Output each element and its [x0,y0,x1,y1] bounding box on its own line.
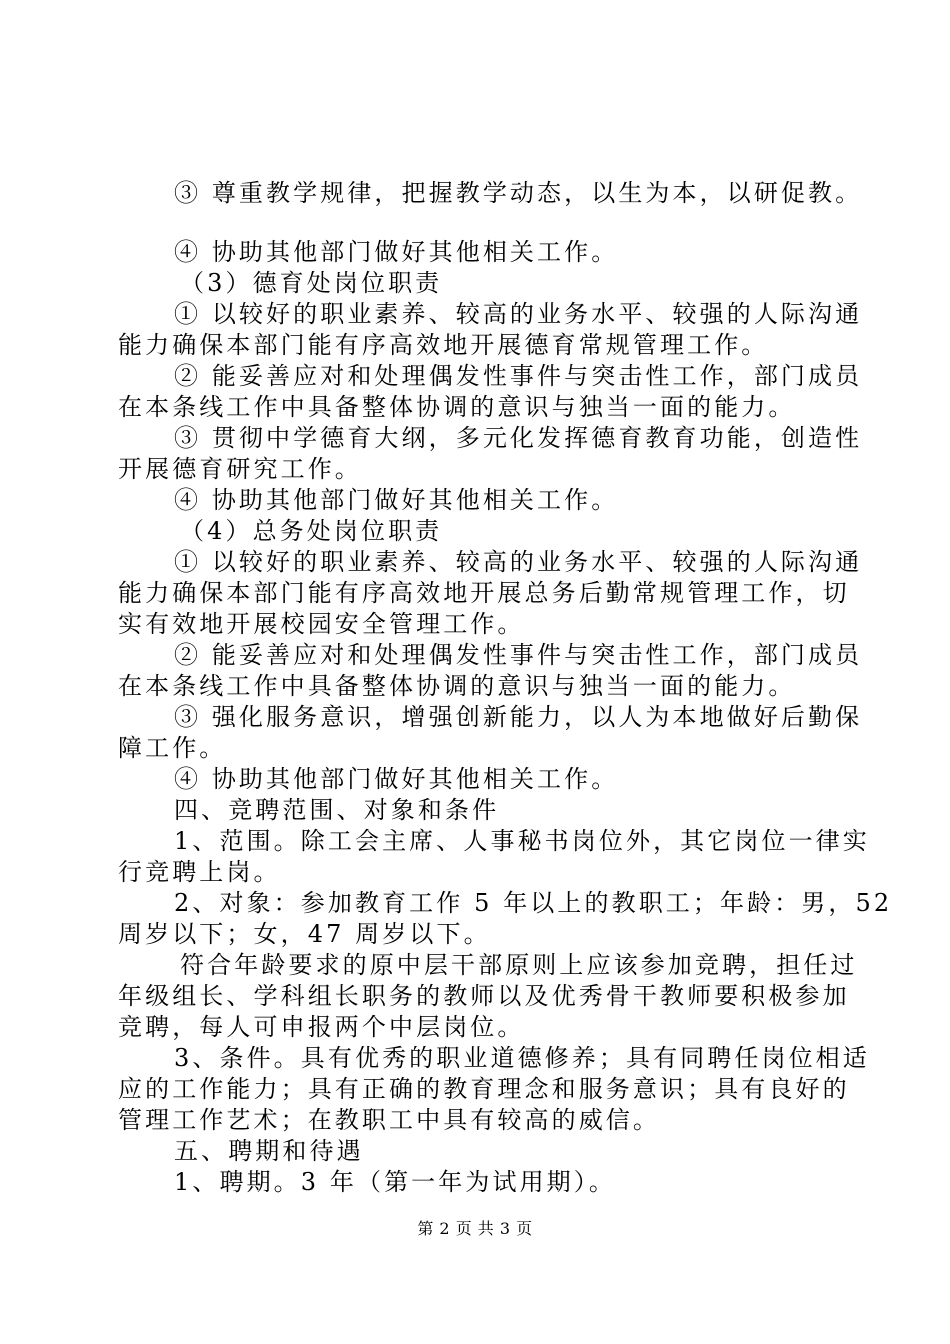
paragraph-line: 2、对象：参加教育工作 5 年以上的教职工；年龄：男，52 [174,889,893,917]
paragraph-line: 在本条线工作中具备整体协调的意识与独当一面的能力。 [118,672,796,700]
section-heading: （3）德育处岗位职责 [180,269,443,297]
paragraph-line: 开展德育研究工作。 [118,455,362,483]
paragraph-line: ① 以较好的职业素养、较高的业务水平、较强的人际沟通 [174,300,863,328]
paragraph-line: 竞聘，每人可申报两个中层岗位。 [118,1013,525,1041]
paragraph-line: ③ 贯彻中学德育大纲，多元化发挥德育教育功能，创造性 [174,424,863,452]
paragraph-line: ④ 协助其他部门做好其他相关工作。 [174,765,619,793]
paragraph-line: 应的工作能力；具有正确的教育理念和服务意识；具有良好的 [118,1075,850,1103]
paragraph-line: 能力确保本部门能有序高效地开展德育常规管理工作。 [118,331,769,359]
paragraph-line: ② 能妥善应对和处理偶发性事件与突击性工作，部门成员 [174,362,863,390]
paragraph-line: 年级组长、学科组长职务的教师以及优秀骨干教师要积极参加 [118,982,850,1010]
paragraph-line: ③ 强化服务意识，增强创新能力，以人为本地做好后勤保 [174,703,863,731]
paragraph-line: 符合年龄要求的原中层干部原则上应该参加竞聘，担任过 [180,951,858,979]
section-heading: （4）总务处岗位职责 [180,517,443,545]
paragraph-line: 实有效地开展校园安全管理工作。 [118,610,525,638]
paragraph-line: ④ 协助其他部门做好其他相关工作。 [174,486,619,514]
paragraph-line: ② 能妥善应对和处理偶发性事件与突击性工作，部门成员 [174,641,863,669]
paragraph-line: 管理工作艺术；在教职工中具有较高的威信。 [118,1106,660,1134]
paragraph-line: ④ 协助其他部门做好其他相关工作。 [174,238,619,266]
paragraph-line: 在本条线工作中具备整体协调的意识与独当一面的能力。 [118,393,796,421]
paragraph-line: 周岁以下；女，47 周岁以下。 [118,920,491,948]
paragraph-line: 障工作。 [118,734,227,762]
paragraph-line: 1、范围。除工会主席、人事秘书岗位外，其它岗位一律实 [174,827,870,855]
paragraph-line: 能力确保本部门能有序高效地开展总务后勤常规管理工作，切 [118,579,850,607]
section-heading: 四、竞聘范围、对象和条件 [174,796,500,824]
paragraph-line: 1、聘期。3 年（第一年为试用期）。 [174,1168,616,1196]
paragraph-line: ① 以较好的职业素养、较高的业务水平、较强的人际沟通 [174,548,863,576]
section-heading: 五、聘期和待遇 [174,1137,364,1165]
paragraph-line: 3、条件。具有优秀的职业道德修养；具有同聘任岗位相适 [174,1044,870,1072]
paragraph-line: ③ 尊重教学规律，把握教学动态，以生为本，以研促教。 [174,179,863,207]
page-footer: 第 2 页 共 3 页 [417,1219,533,1238]
paragraph-line: 行竞聘上岗。 [118,858,281,886]
